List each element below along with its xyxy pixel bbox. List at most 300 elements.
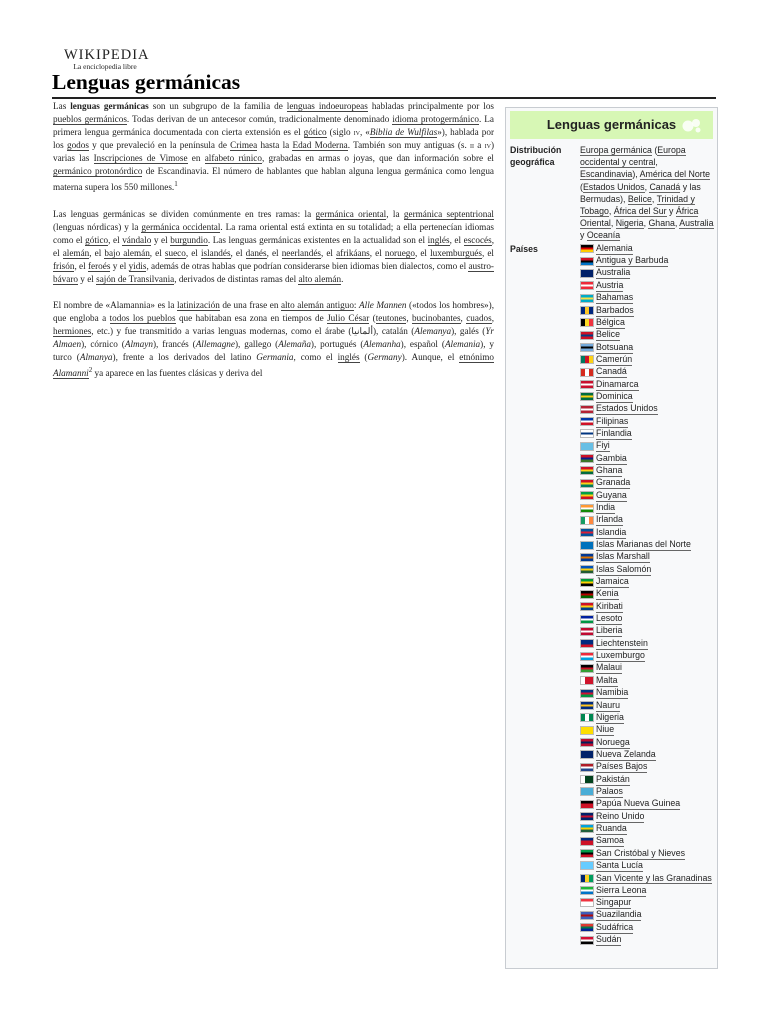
inline-link[interactable]: alto alemán [298,273,342,284]
text-run: , el [230,247,246,258]
inline-link[interactable]: Europa germánica [580,145,652,155]
text-run: , el [414,247,431,258]
country-name[interactable]: San Vicente y las Granadinas [596,873,712,884]
country-name[interactable]: Lesoto [596,613,623,624]
country-item[interactable] [580,280,715,292]
inline-link[interactable]: escocés [463,234,492,245]
footnote-ref[interactable]: 2 [88,366,93,375]
flag-icon [580,713,594,722]
infobox-title-text: Lenguas germánicas [546,117,677,132]
country-item[interactable] [580,403,715,415]
country-item[interactable] [580,317,715,329]
inline-link[interactable]: Ghana [648,218,675,229]
flag-icon [580,380,594,389]
text-run: , [491,313,495,324]
inline-link[interactable]: germánica septentrional [403,208,494,219]
country-item[interactable] [580,823,715,835]
text-run: iv [484,140,491,150]
country-item[interactable] [580,292,715,304]
text-run: («todos los hombres»), que engloba a [53,300,494,324]
country-item[interactable] [580,638,715,650]
title-divider [52,97,716,99]
country-name[interactable]: Islas Salomón [596,563,652,574]
text-run: ), español ( [400,339,445,350]
flag-icon [580,244,594,253]
text-run: , el [149,247,165,258]
country-item[interactable] [580,527,715,539]
logo-tagline: La enciclopedia libre [73,62,137,71]
text-run: ii [470,140,475,150]
country-name[interactable]: Australia [596,267,631,278]
infobox [505,107,718,969]
country-name[interactable]: Pakistán [596,773,630,784]
inline-link[interactable]: germánica oriental [315,208,387,219]
country-name[interactable]: Finlandia [596,427,632,438]
text-run: ), gallego ( [234,339,279,350]
text-run: (lenguas nórdicas) y la [53,221,142,232]
country-item[interactable] [580,551,715,563]
text-run: , [610,218,616,229]
text-run: ( [369,313,376,324]
flag-icon [580,874,594,883]
inline-link[interactable]: África del Sur [613,206,667,217]
country-item[interactable] [580,428,715,440]
text-run: , el [53,234,494,258]
country-name[interactable]: Nueva Zelanda [596,748,656,759]
country-name[interactable]: Gambia [596,452,627,463]
inline-link[interactable]: Inscripciones de Vimose [93,153,188,163]
inline-link[interactable]: pueblos germánicos [53,114,127,124]
inline-link[interactable]: Julio César [327,313,370,324]
inline-link[interactable]: alfabeto rúnico [204,153,262,163]
inline-link[interactable]: yidis [128,260,147,271]
page-title: Lenguas germánicas [52,70,241,94]
country-name[interactable]: Canadá [596,366,627,377]
country-name[interactable]: San Cristóbal y Nieves [596,847,685,858]
country-name[interactable]: Sierra Leona [596,884,647,895]
country-name[interactable]: Islas Marianas del Norte [596,539,691,550]
text-run: , etc.) y fue transmitido a varias lenguas modernas, como el árabe (ألمانيا), catalán ( [91,326,415,337]
inline-link[interactable]: Biblia de Wulfilas [369,127,438,137]
infobox-row-countries [506,243,717,947]
text-run: , el [185,247,201,258]
inline-link[interactable]: alto alemán antiguo [280,300,354,311]
text-run: Alemanya [414,326,452,337]
text-run: Las [53,101,71,111]
country-name[interactable]: Islas Marshall [596,551,650,562]
text-run: Las lenguas germánicas se dividen comúnmente en tres ramas: la [53,208,316,219]
inline-link[interactable]: godos [66,140,89,150]
country-item[interactable] [580,835,715,847]
logo-wordmark: WIKIPEDIA [64,47,150,63]
country-item[interactable] [580,465,715,477]
country-name[interactable]: Malta [596,674,618,685]
flag-icon [580,750,594,759]
text-run: . Las lenguas germánicas existentes en la actualidad son el [207,234,428,245]
text-run: y las Bermudas), [580,181,701,204]
inline-link[interactable]: Trinidad y Tobago [580,193,695,217]
country-item[interactable] [580,341,715,353]
country-item[interactable] [580,514,715,526]
flag-icon [580,479,594,488]
flag-icon [580,701,594,710]
flag-icon [580,936,594,945]
text-run: ( [651,145,658,155]
inline-link[interactable]: Europa occidental y central [580,145,686,168]
country-name[interactable]: Dinamarca [596,378,639,389]
text-run: (siglo [326,127,354,137]
inline-link[interactable]: Canadá [649,181,681,192]
countries-label: Países [510,243,538,254]
flag-icon [580,294,594,303]
country-name[interactable]: Reino Unido [596,810,645,821]
inline-link[interactable]: islandés [200,247,231,258]
country-name[interactable]: Kenia [596,588,619,599]
flag-icon [580,454,594,463]
text-run: ), galés ( [451,326,486,337]
country-item[interactable] [580,687,715,699]
flag-icon [580,837,594,846]
country-item[interactable] [580,378,715,390]
text-run: : [353,300,360,311]
country-name[interactable]: Santa Lucía [596,859,643,870]
country-name[interactable]: Sudáfrica [596,921,634,932]
country-name[interactable]: Islandia [596,526,627,537]
country-item[interactable] [580,613,715,625]
text-run: . La primera lengua germánica documentada con cierta extensión es el [53,114,494,137]
country-item[interactable] [580,267,715,279]
text-run: habladas principalmente por los [367,101,494,111]
country-name[interactable]: Jamaica [596,576,629,587]
inline-link[interactable]: neerlandés [281,247,321,258]
flag-icon [580,417,594,426]
country-item[interactable] [580,736,715,748]
country-name[interactable]: Belice [596,329,620,340]
inline-link[interactable]: germánico protonórdico [53,166,143,176]
country-name[interactable]: Botsuana [596,341,634,352]
country-name[interactable]: Ghana [596,464,623,475]
inline-link[interactable]: alemán [62,247,90,258]
inline-link[interactable]: inglés [427,234,450,245]
text-run: ), y turco ( [53,339,495,363]
inline-link[interactable]: afrikáans [336,247,370,258]
text-run: , como el [293,352,338,363]
inline-link[interactable]: sajón de Transilvania [96,273,175,284]
text-run: , [460,313,467,324]
country-name[interactable]: Kiribati [596,600,623,611]
text-run: , además de otras hablas que podrían considerarse bien idiomas bien dialectos, como el [146,260,469,271]
language-family-icon [681,116,703,134]
inline-link[interactable]: germánica occidental [141,221,221,232]
country-name[interactable]: Camerún [596,353,633,364]
country-name[interactable]: Guyana [596,489,627,500]
country-name[interactable]: Niue [596,724,615,735]
country-item[interactable] [580,564,715,576]
flag-icon [580,528,594,537]
text-run: Yr Almaen [53,326,494,350]
article-body [53,100,494,394]
text-run: ). Aunque, el [401,352,460,363]
country-name[interactable]: India [596,502,616,513]
country-item[interactable] [580,712,715,724]
text-run: ) varias las [53,140,494,163]
country-name[interactable]: Granada [596,477,631,488]
flag-icon [580,343,594,352]
country-name[interactable]: Dominica [596,390,633,401]
text-run: y el [151,234,171,245]
flag-icon [580,578,594,587]
inline-link[interactable]: Crimea [230,140,258,150]
country-name[interactable]: Liechtenstein [596,637,648,648]
flag-icon [580,849,594,858]
country-name[interactable]: Malaui [596,662,622,673]
text-run: y el [78,273,97,284]
country-name[interactable]: Sudán [596,934,622,944]
inline-link[interactable]: bucinobantes [412,313,461,324]
flag-icon [580,639,594,648]
text-run: en [187,153,205,163]
flag-icon [580,442,594,451]
country-item[interactable] [580,810,715,822]
text-run: ( [580,181,583,192]
country-item[interactable] [580,576,715,588]
inline-link[interactable]: cuados [466,313,492,324]
text-run: , « [359,127,370,137]
country-name[interactable]: Alemania [596,242,633,253]
country-name[interactable]: Países Bajos [596,761,648,772]
flag-icon [580,306,594,315]
country-name[interactable]: Luxemburgo [596,650,645,661]
country-name[interactable]: Samoa [596,835,624,846]
inline-link[interactable]: vándalo [122,234,152,245]
country-item[interactable] [580,601,715,613]
text-run: , el [89,247,105,258]
text-run: , [608,206,614,217]
country-name[interactable]: Papúa Nueva Guinea [596,798,681,809]
inline-link[interactable]: feroés [87,260,111,271]
country-item[interactable] [580,490,715,502]
inline-link[interactable]: Nigeria [615,218,644,229]
inline-link[interactable]: idioma protogermánico [392,114,480,124]
inline-link[interactable]: teutones [375,313,407,324]
country-item[interactable] [580,243,715,255]
country-item[interactable] [580,724,715,736]
text-run: Almayn [124,339,153,350]
text-run: Alemaña [278,339,311,350]
inline-link[interactable]: Escandinavia [580,169,633,180]
country-item[interactable] [580,749,715,761]
country-item[interactable] [580,761,715,773]
country-item[interactable] [580,650,715,662]
text-run: de Escandinavia. El número de hablantes que hablan alguna lengua germánica como lengua materna supera los 550 millones. [53,166,495,193]
country-item[interactable] [580,699,715,711]
country-item[interactable] [580,366,715,378]
country-item[interactable] [580,304,715,316]
flag-icon [580,318,594,327]
flag-icon [580,800,594,809]
text-run: , [655,157,658,168]
country-name[interactable]: Bélgica [596,316,625,327]
country-name[interactable]: Palaos [596,785,623,796]
country-name[interactable]: Suazilandia [596,909,642,920]
text-run: ya aparece en las fuentes clásicas y deriva del [92,368,263,379]
country-item[interactable] [580,872,715,884]
text-run: Almanya [79,352,113,363]
country-name[interactable]: Singapur [596,896,632,907]
text-run: y que prevaleció en la península de [88,140,231,150]
text-run: Alle Mannen [359,300,407,311]
paragraph-2 [53,208,494,286]
inline-link[interactable]: burgundio [170,234,208,245]
inline-link[interactable]: gótico [85,234,109,245]
footnote-ref[interactable]: 1 [174,180,178,188]
flag-icon [580,898,594,907]
country-item[interactable] [580,477,715,489]
text-run: Allemagne [195,339,235,350]
text-run: ), [632,169,640,180]
country-name[interactable]: Fiyi [596,440,610,451]
inline-link[interactable]: noruego [384,247,415,258]
flag-icon [580,812,594,821]
flag-icon [580,886,594,895]
country-item[interactable] [580,798,715,810]
country-list [580,243,715,947]
flag-icon [580,553,594,562]
flag-icon [580,787,594,796]
text-run: , [643,218,649,229]
country-item[interactable] [580,255,715,267]
country-item[interactable] [580,588,715,600]
inline-link[interactable]: Oceanía [586,230,621,241]
inline-link[interactable]: gótico [303,127,327,137]
country-item[interactable] [580,773,715,785]
country-item[interactable] [580,539,715,551]
text-run: son un subgrupo de la familia de [148,101,287,111]
text-run: , derivados de distintas ramas del [174,273,299,284]
flag-icon [580,627,594,636]
flag-icon [580,775,594,784]
flag-icon [580,541,594,550]
text-run: a [474,140,485,150]
country-name[interactable]: Noruega [596,736,630,747]
flag-icon [580,738,594,747]
country-name[interactable]: Irlanda [596,514,623,525]
country-item[interactable] [580,675,715,687]
inline-link[interactable]: Belice [627,193,652,204]
country-item[interactable] [580,452,715,464]
inline-link[interactable]: luxemburgués [430,247,482,258]
flag-icon [580,861,594,870]
inline-link[interactable]: etnónimo [459,352,494,363]
text-run: »), hablada por los [53,127,495,150]
country-name[interactable]: Ruanda [596,822,627,833]
country-name[interactable]: Nauru [596,699,620,710]
text-run: y [580,230,587,241]
inline-link[interactable]: lenguas indoeuropeas [286,101,368,111]
flag-icon [580,590,594,599]
country-name[interactable]: Filipinas [596,415,629,426]
distribution-label: Distribución geográfica [510,145,562,168]
inline-link[interactable]: todos los pueblos [109,313,176,324]
country-item[interactable] [580,625,715,637]
inline-link[interactable]: Edad Moderna [292,140,348,150]
country-item[interactable] [580,897,715,909]
flag-icon [580,355,594,364]
inline-link[interactable]: austro-bávaro [53,260,494,284]
inline-link[interactable]: América del Norte [639,169,711,180]
country-item[interactable] [580,440,715,452]
flag-icon [580,763,594,772]
country-name[interactable]: Nigeria [596,711,624,722]
text-run: . [341,273,344,284]
paragraph-1 [53,100,494,194]
text-run: y el [110,260,129,271]
country-name[interactable]: Austria [596,279,624,290]
inline-link[interactable]: latinización [176,300,220,311]
country-name[interactable]: Barbados [596,304,634,315]
flag-icon [580,392,594,401]
country-name[interactable]: Antigua y Barbuda [596,255,669,266]
country-item[interactable] [580,502,715,514]
text-run: ( [359,352,368,363]
country-item[interactable] [580,329,715,341]
country-item[interactable] [580,909,715,921]
text-run: iv [353,127,360,137]
flag-icon [580,331,594,340]
flag-icon [580,368,594,377]
text-run: hasta la [257,140,293,150]
flag-icon [580,565,594,574]
country-item[interactable] [580,934,715,946]
inline-link[interactable]: inglés [337,352,360,363]
text-run: . También son muy antiguas (s. [347,140,471,150]
wikipedia-logo[interactable] [64,47,150,71]
country-item[interactable] [580,884,715,896]
inline-link[interactable]: frisón [53,260,75,271]
country-item[interactable] [580,847,715,859]
country-name[interactable]: Namibia [596,687,629,698]
country-name[interactable]: Estados Unidos [596,403,658,414]
country-name[interactable]: Bahamas [596,292,634,303]
inline-link[interactable]: África Oriental [580,206,699,229]
inline-link[interactable]: hermiones [53,326,92,337]
country-item[interactable] [580,415,715,427]
country-item[interactable] [580,860,715,872]
text-run: , el [320,247,337,258]
flag-icon [580,269,594,278]
country-item[interactable] [580,354,715,366]
infobox-row-distribution [506,144,717,242]
text-run: , grabadas en armas o joyas, que dan información sobre el [261,153,494,163]
inline-link[interactable]: danés [245,247,267,258]
inline-link[interactable]: Estados Unidos [582,181,645,192]
text-run: , [406,313,413,324]
country-item[interactable] [580,921,715,933]
inline-link[interactable]: Australia [679,218,714,229]
country-name[interactable]: Liberia [596,625,623,636]
flag-icon [580,676,594,685]
inline-link[interactable]: bajo alemán [104,247,150,258]
inline-link[interactable]: Alamanni [53,368,89,379]
flag-icon [580,824,594,833]
flag-icon [580,405,594,414]
country-item[interactable] [580,786,715,798]
country-item[interactable] [580,391,715,403]
inline-link[interactable]: sueco [164,247,186,258]
text-run: , [674,218,680,229]
text-run: , el [74,260,88,271]
country-item[interactable] [580,662,715,674]
